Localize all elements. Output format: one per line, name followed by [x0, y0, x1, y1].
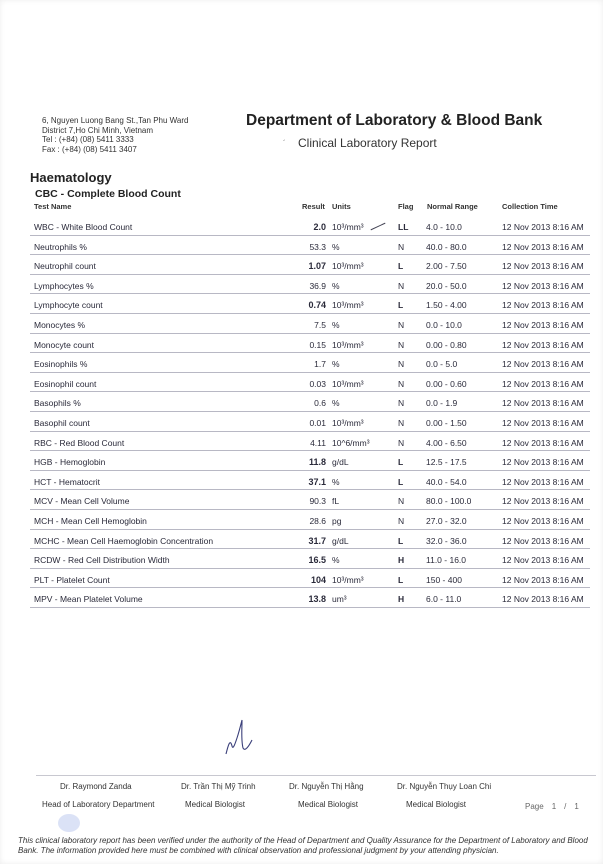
table-row	[30, 530, 590, 550]
collection-time: 12 Nov 2013 8:16 AM	[502, 300, 584, 311]
collection-time: 12 Nov 2013 8:16 AM	[502, 398, 584, 409]
result-value: 0.15	[309, 339, 326, 350]
table-row	[30, 334, 590, 354]
table-row	[30, 588, 590, 608]
result-flag: L	[398, 535, 404, 546]
table-row	[30, 432, 590, 452]
col-header-result: Result	[302, 202, 325, 211]
normal-range: 0.00 - 1.50	[426, 417, 467, 428]
footer-divider	[36, 775, 596, 776]
table-row	[30, 373, 590, 393]
collection-time: 12 Nov 2013 8:16 AM	[502, 515, 584, 526]
col-header-range: Normal Range	[427, 202, 478, 211]
result-units: 10³/mm³	[332, 300, 364, 311]
signatory-role: Head of Laboratory Department	[42, 800, 155, 809]
page-separator: /	[564, 802, 567, 811]
result-flag: L	[398, 300, 404, 311]
address-line-2: District 7,Ho Chi Minh, Vietnam	[42, 125, 153, 135]
normal-range: 32.0 - 36.0	[426, 535, 467, 546]
result-value: 90.3	[309, 496, 326, 507]
result-flag: N	[398, 496, 405, 507]
normal-range: 6.0 - 11.0	[426, 594, 462, 605]
result-flag: N	[398, 241, 405, 252]
table-row	[30, 451, 590, 471]
collection-time: 12 Nov 2013 8:16 AM	[502, 222, 584, 232]
result-flag: L	[398, 476, 404, 487]
handwritten-signature	[222, 716, 258, 760]
normal-range: 150 - 400	[426, 574, 462, 585]
test-name: RCDW - Red Cell Distribution Width	[34, 555, 170, 566]
test-name: Basophil count	[34, 417, 90, 428]
normal-range: 80.0 - 100.0	[426, 496, 472, 507]
table-row	[30, 216, 590, 236]
result-units: g/dL	[332, 535, 349, 546]
table-row	[30, 255, 590, 275]
result-flag: N	[398, 339, 405, 350]
result-flag: N	[398, 378, 405, 389]
table-row	[30, 353, 590, 373]
test-name: Eosinophils %	[34, 359, 88, 370]
ink-stamp-blot	[58, 814, 80, 832]
signatory-role: Medical Biologist	[185, 800, 246, 809]
signatory-name: Dr. Nguyễn Thụy Loan Chi	[397, 782, 492, 791]
panel-title: CBC - Complete Blood Count	[35, 188, 181, 200]
result-flag: H	[398, 594, 405, 605]
result-units: %	[332, 241, 340, 252]
result-flag: N	[398, 319, 405, 330]
page-label: Page	[525, 802, 544, 811]
table-row	[30, 549, 590, 569]
test-name: PLT - Platelet Count	[34, 574, 110, 585]
test-name: RBC - Red Blood Count	[34, 437, 125, 448]
collection-time: 12 Nov 2013 8:16 AM	[502, 594, 584, 605]
result-units: g/dL	[332, 457, 349, 468]
table-row	[30, 510, 590, 530]
collection-time: 12 Nov 2013 8:16 AM	[502, 496, 584, 507]
collection-time: 12 Nov 2013 8:16 AM	[502, 261, 584, 272]
address-tel: Tel : (+84) (08) 5411 3333	[42, 135, 134, 144]
collection-time: 12 Nov 2013 8:16 AM	[502, 359, 584, 370]
normal-range: 40.0 - 54.0	[426, 476, 467, 487]
result-flag: L	[398, 261, 404, 272]
collection-time: 12 Nov 2013 8:16 AM	[502, 280, 584, 291]
collection-time: 12 Nov 2013 8:16 AM	[502, 241, 584, 252]
table-row	[30, 294, 590, 314]
result-units: %	[332, 555, 340, 566]
result-value: 104	[310, 574, 326, 585]
normal-range: 0.0 - 10.0	[426, 319, 462, 330]
collection-time: 12 Nov 2013 8:16 AM	[502, 476, 584, 487]
result-value: 53.3	[309, 241, 326, 252]
signatory-name: Dr. Raymond Zanda	[60, 782, 132, 791]
table-row	[30, 471, 590, 491]
normal-range: 40.0 - 80.0	[426, 241, 467, 252]
result-value: 1.7	[314, 359, 326, 370]
result-flag: LL	[398, 222, 409, 232]
table-row	[30, 569, 590, 589]
collection-time: 12 Nov 2013 8:16 AM	[502, 437, 584, 448]
result-flag: N	[398, 515, 405, 526]
result-flag: L	[398, 457, 404, 468]
result-units: 10³/mm³	[332, 339, 364, 350]
test-name: WBC - White Blood Count	[34, 222, 133, 232]
page-number	[525, 802, 587, 811]
signatory-name: Dr. Trần Thị Mỹ Trinh	[181, 782, 256, 791]
result-units: pg	[332, 515, 342, 526]
collection-time: 12 Nov 2013 8:16 AM	[502, 555, 584, 566]
result-flag: N	[398, 398, 405, 409]
col-header-time: Collection Time	[502, 202, 558, 211]
normal-range: 4.0 - 10.0	[426, 222, 462, 232]
col-header-flag: Flag	[398, 202, 414, 211]
result-value: 0.6	[314, 398, 326, 409]
department-title: Department of Laboratory & Blood Bank	[246, 112, 543, 129]
address-line-1: 6, Nguyen Luong Bang St.,Tan Phu Ward	[42, 116, 189, 125]
test-name: Monocyte count	[34, 339, 95, 350]
result-value: 28.6	[309, 515, 326, 526]
collection-time: 12 Nov 2013 8:16 AM	[502, 378, 584, 389]
report-subtitle: Clinical Laboratory Report	[298, 136, 437, 150]
address-fax: Fax : (+84) (08) 5411 3407	[42, 144, 137, 154]
result-value: 0.01	[309, 417, 326, 428]
result-units: %	[332, 280, 340, 291]
result-value: 13.8	[308, 594, 326, 605]
result-value: 0.74	[308, 300, 326, 311]
normal-range: 11.0 - 16.0	[426, 555, 467, 566]
result-value: 2.0	[313, 222, 326, 232]
test-name: Monocytes %	[34, 319, 86, 330]
test-name: Basophils %	[34, 398, 81, 409]
result-units: %	[332, 476, 340, 487]
normal-range: 4.00 - 6.50	[426, 437, 467, 448]
result-value: 0.03	[309, 378, 326, 389]
result-flag: N	[398, 437, 405, 448]
result-units: 10³/mm³	[332, 261, 364, 272]
test-name: HCT - Hematocrit	[34, 476, 100, 487]
page-total: 1	[574, 802, 579, 811]
normal-range: 27.0 - 32.0	[426, 515, 467, 526]
result-value: 7.5	[314, 319, 326, 330]
table-row	[30, 275, 590, 295]
normal-range: 0.00 - 0.80	[426, 339, 467, 350]
disclaimer-text: This clinical laboratory report has been verified under the authority of the Head of Department and Quality Assurance for the Department of Laboratory and Blood Bank. The information provided here must be combined with clinical observation and professional judgment by your attending physician.	[18, 836, 588, 855]
result-flag: H	[398, 555, 405, 566]
collection-time: 12 Nov 2013 8:16 AM	[502, 417, 584, 428]
normal-range: 12.5 - 17.5	[426, 457, 467, 468]
result-units: 10³/mm³	[332, 417, 364, 428]
result-units: %	[332, 359, 340, 370]
result-units: 10^6/mm³	[332, 437, 370, 448]
result-value: 11.8	[308, 457, 326, 468]
collection-time: 12 Nov 2013 8:16 AM	[502, 535, 584, 546]
result-value: 31.7	[308, 535, 326, 546]
signatory-role: Medical Biologist	[298, 800, 359, 809]
result-units: 10³/mm³	[332, 222, 364, 232]
test-name: Lymphocyte count	[34, 300, 103, 311]
normal-range: 0.0 - 1.9	[426, 398, 458, 409]
test-name: Neutrophil count	[34, 261, 96, 272]
test-name: MCH - Mean Cell Hemoglobin	[34, 515, 147, 526]
section-title: Haematology	[30, 170, 112, 185]
col-header-test: Test Name	[34, 202, 72, 211]
test-name: Lymphocytes %	[34, 280, 94, 291]
test-name: Neutrophils %	[34, 241, 87, 252]
collection-time: 12 Nov 2013 8:16 AM	[502, 457, 584, 468]
table-row	[30, 392, 590, 412]
normal-range: 0.00 - 0.60	[426, 378, 467, 389]
result-flag: N	[398, 417, 405, 428]
result-units: um³	[332, 594, 347, 605]
result-value: 1.07	[308, 261, 326, 272]
table-row	[30, 412, 590, 432]
signatory-name: Dr. Nguyễn Thị Hằng	[289, 782, 364, 791]
table-row	[30, 314, 590, 334]
normal-range: 2.00 - 7.50	[426, 261, 467, 272]
result-value: 37.1	[308, 476, 326, 487]
result-value: 36.9	[309, 280, 326, 291]
result-units: 10³/mm³	[332, 574, 364, 585]
result-units: %	[332, 319, 340, 330]
table-row	[30, 236, 590, 256]
collection-time: 12 Nov 2013 8:16 AM	[502, 339, 584, 350]
tick-mark-icon: ´	[283, 139, 286, 148]
result-flag: N	[398, 280, 405, 291]
hospital-address	[42, 116, 188, 154]
result-flag: L	[398, 574, 404, 585]
normal-range: 1.50 - 4.00	[426, 300, 467, 311]
collection-time: 12 Nov 2013 8:16 AM	[502, 319, 584, 330]
results-table	[30, 216, 590, 608]
test-name: MCHC - Mean Cell Haemoglobin Concentration	[34, 535, 214, 546]
test-name: MCV - Mean Cell Volume	[34, 496, 130, 507]
table-row	[30, 490, 590, 510]
test-name: Eosinophil count	[34, 378, 97, 389]
test-name: MPV - Mean Platelet Volume	[34, 594, 143, 605]
result-units: 10³/mm³	[332, 378, 364, 389]
result-units: %	[332, 398, 340, 409]
collection-time: 12 Nov 2013 8:16 AM	[502, 574, 584, 585]
test-name: HGB - Hemoglobin	[34, 457, 106, 468]
result-value: 16.5	[308, 555, 326, 566]
result-units: fL	[332, 496, 340, 507]
result-flag: N	[398, 359, 405, 370]
signatory-role: Medical Biologist	[406, 800, 467, 809]
normal-range: 0.0 - 5.0	[426, 359, 458, 370]
result-value: 4.11	[310, 437, 326, 448]
normal-range: 20.0 - 50.0	[426, 280, 467, 291]
page-current: 1	[551, 802, 557, 811]
col-header-units: Units	[332, 202, 351, 211]
